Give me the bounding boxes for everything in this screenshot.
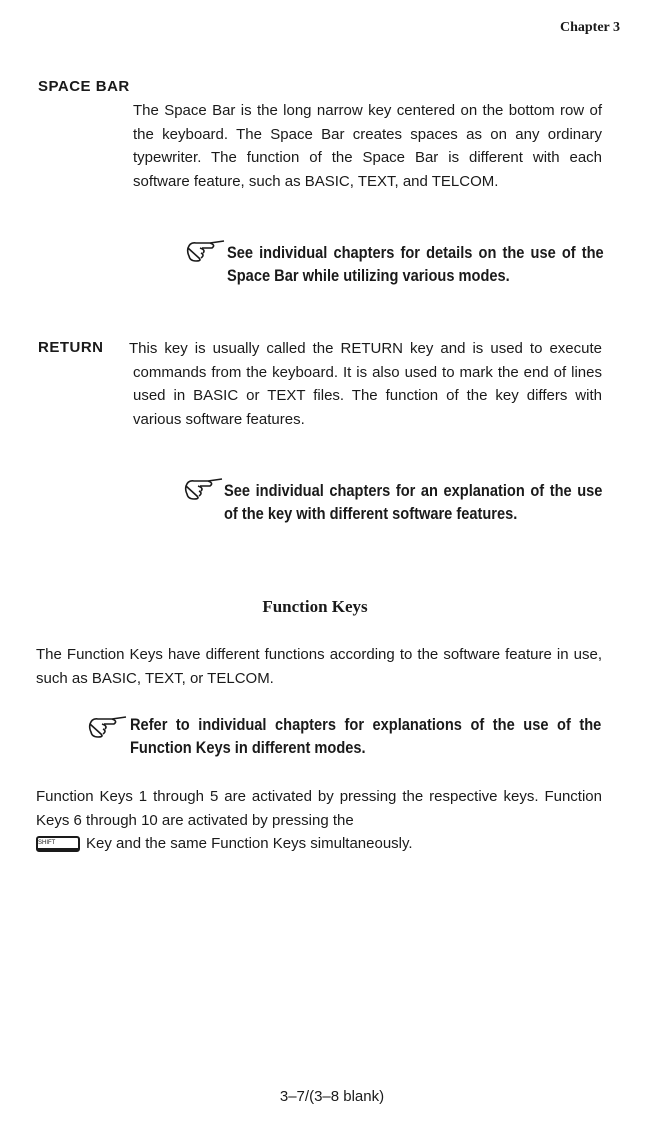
function-keys-activation <box>36 785 602 856</box>
activation-text-end: Key and the same Function Keys simultaneously. <box>86 835 413 852</box>
return-term: RETURN <box>38 339 104 356</box>
activation-text: Function Keys 1 through 5 are activated by pressing the respective keys. Function Keys 6 through 10 are activated by pressing the <box>36 788 602 829</box>
return-note: See individual chapters for an explanation of the use of the key with different software features. <box>224 481 603 523</box>
function-keys-note: Refer to individual chapters for explanations of the use of the Function Keys in different modes. <box>130 715 602 757</box>
pointing-hand-icon <box>186 238 226 264</box>
pointing-hand-icon <box>88 714 128 740</box>
return-description: This key is usually called the RETURN key and is used to execute commands from the keyboard. It is also used to mark the end of lines used in BASIC or TEXT files. The function of the key differs with various software features. <box>129 340 602 428</box>
page-number: 3–7/(3–8 blank) <box>279 1088 385 1105</box>
pointing-hand-icon <box>184 476 224 502</box>
shift-key-icon: SHIFT <box>36 836 80 852</box>
space-bar-description: The Space Bar is the long narrow key centered on the bottom row of the keyboard. The Space Bar creates spaces as on any ordinary typewriter. The function of the Space Bar is different with each software feature, such as BASIC, TEXT, and TELCOM. <box>133 102 602 190</box>
space-bar-note: See individual chapters for details on the use of the Space Bar while utilizing various modes. <box>227 243 604 285</box>
function-keys-intro: The Function Keys have different functions according to the software feature in use, such as BASIC, TEXT, or TELCOM. <box>36 646 602 687</box>
function-keys-title: Function Keys <box>262 597 368 616</box>
chapter-label: Chapter 3 <box>559 20 620 35</box>
space-bar-term: SPACE BAR <box>38 78 130 95</box>
